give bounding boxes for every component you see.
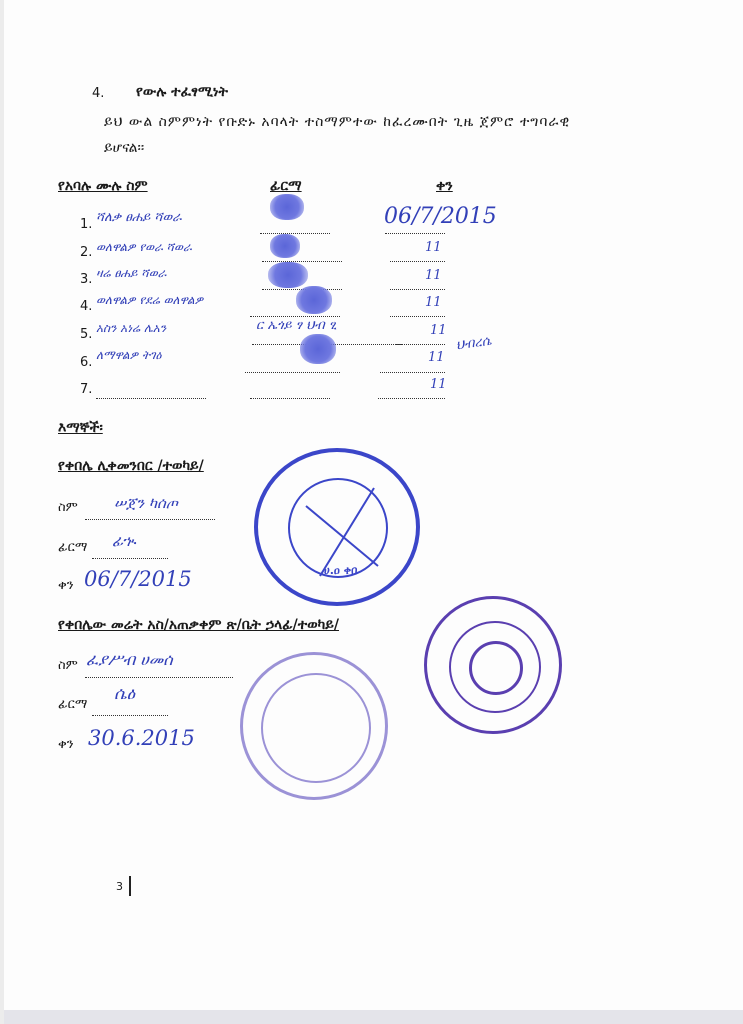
- member-name: ወለዋልዎ የወራ ሻወራ: [96, 240, 192, 254]
- header-signature: ፊርማ: [270, 178, 302, 194]
- receiver1-date: 06/7/2015: [84, 567, 192, 591]
- signature-line: [250, 384, 330, 399]
- receiver1-name-label: ስም: [58, 500, 78, 515]
- receiver2-signature-label: ፊርማ: [58, 697, 88, 712]
- member-signature-text: ር ኤጎይ ፃ ህብ ፂ: [256, 318, 337, 333]
- stamp-cross-lines: [254, 448, 420, 606]
- row-number: 5.: [80, 327, 93, 342]
- scan-left-edge: [0, 0, 4, 1024]
- official-stamp-land-office: [240, 652, 388, 800]
- row-number: 3.: [80, 272, 93, 287]
- section-number: 4.: [92, 86, 105, 101]
- receiver1-signature-label: ፊርማ: [58, 540, 88, 555]
- member-date: 11: [430, 377, 447, 392]
- member-name: ዛሬ ፀሐይ ሻወራ: [96, 266, 167, 280]
- section-body-line2: ይሆናል፡፡: [104, 140, 145, 156]
- witnesses-heading: እማኞች፡: [58, 420, 103, 436]
- member-name: ወለዋልዎ የደሬ ወለዋልዎ: [96, 293, 204, 307]
- receiver2-date: 30.6.2015: [88, 726, 195, 750]
- signature-line: [260, 219, 330, 234]
- receiver2-date-label: ቀን: [58, 737, 74, 752]
- member-name: ሻለቃ ፀሐይ ሻወራ: [96, 210, 182, 225]
- receiver2-title: የቀበሌው መሬት አስ/አጠቃቀም ጽ/ቤት ኃላፊ/ተወካይ/: [58, 617, 339, 633]
- name-line: [96, 384, 206, 399]
- signature-mark: [268, 262, 308, 288]
- margin-note: ህብረሴ: [455, 333, 493, 354]
- receiver2-name: ፈያሥብ ሀመሰ: [86, 650, 173, 669]
- signature-mark: [270, 234, 300, 258]
- receiver2-name-label: ስም: [58, 658, 78, 673]
- row-number: 1.: [80, 217, 93, 232]
- scan-bottom-edge: [0, 1010, 743, 1024]
- header-date: ቀን: [436, 178, 453, 194]
- row-number: 2.: [80, 245, 93, 260]
- member-name: አስን አነሬ ሌአን: [96, 321, 167, 335]
- receiver1-date-label: ቀን: [58, 578, 74, 593]
- row-number: 7.: [80, 382, 93, 397]
- member-date: 11: [430, 323, 447, 338]
- row-number: 6.: [80, 355, 93, 370]
- member-name: ለማዋልዎ ትገዕ: [96, 348, 162, 362]
- receiver1-title: የቀበሌ ሊቀመንበር /ተወካይ/: [58, 458, 204, 474]
- signature-mark: [296, 286, 332, 314]
- section-body-line1: ይህ ውል ስምምነት የቡድኑ አባላት ተስማምተው ከፈረሙበት ጊዜ ጀምሮ ተግባራዊ: [104, 114, 571, 130]
- header-member-name: የአባሉ ሙሉ ስም: [58, 178, 148, 194]
- member-date: 11: [428, 350, 445, 365]
- member-date: 11: [425, 268, 442, 283]
- official-stamp-kebele: [254, 448, 420, 606]
- receiver1-name: ሠጀን ካሰጦ: [114, 494, 178, 512]
- row-number: 4.: [80, 299, 93, 314]
- signature-mark: [270, 194, 304, 220]
- receiver2-signature: ሴዕ: [114, 684, 136, 704]
- page-number-divider: [129, 876, 131, 896]
- receiver1-signature: ፊኊ: [112, 532, 136, 550]
- signature-mark: [300, 334, 336, 364]
- page-number: 3: [116, 880, 123, 893]
- official-stamp-round-seal: [424, 596, 562, 734]
- member-date: 06/7/2015: [384, 204, 497, 229]
- member-date: 11: [425, 295, 442, 310]
- section-heading: የውሉ ተፈፃሚነት: [136, 84, 228, 100]
- member-date: 11: [425, 240, 442, 255]
- stamp-inner-text: ሀ.ዐ ቀበ: [324, 564, 358, 577]
